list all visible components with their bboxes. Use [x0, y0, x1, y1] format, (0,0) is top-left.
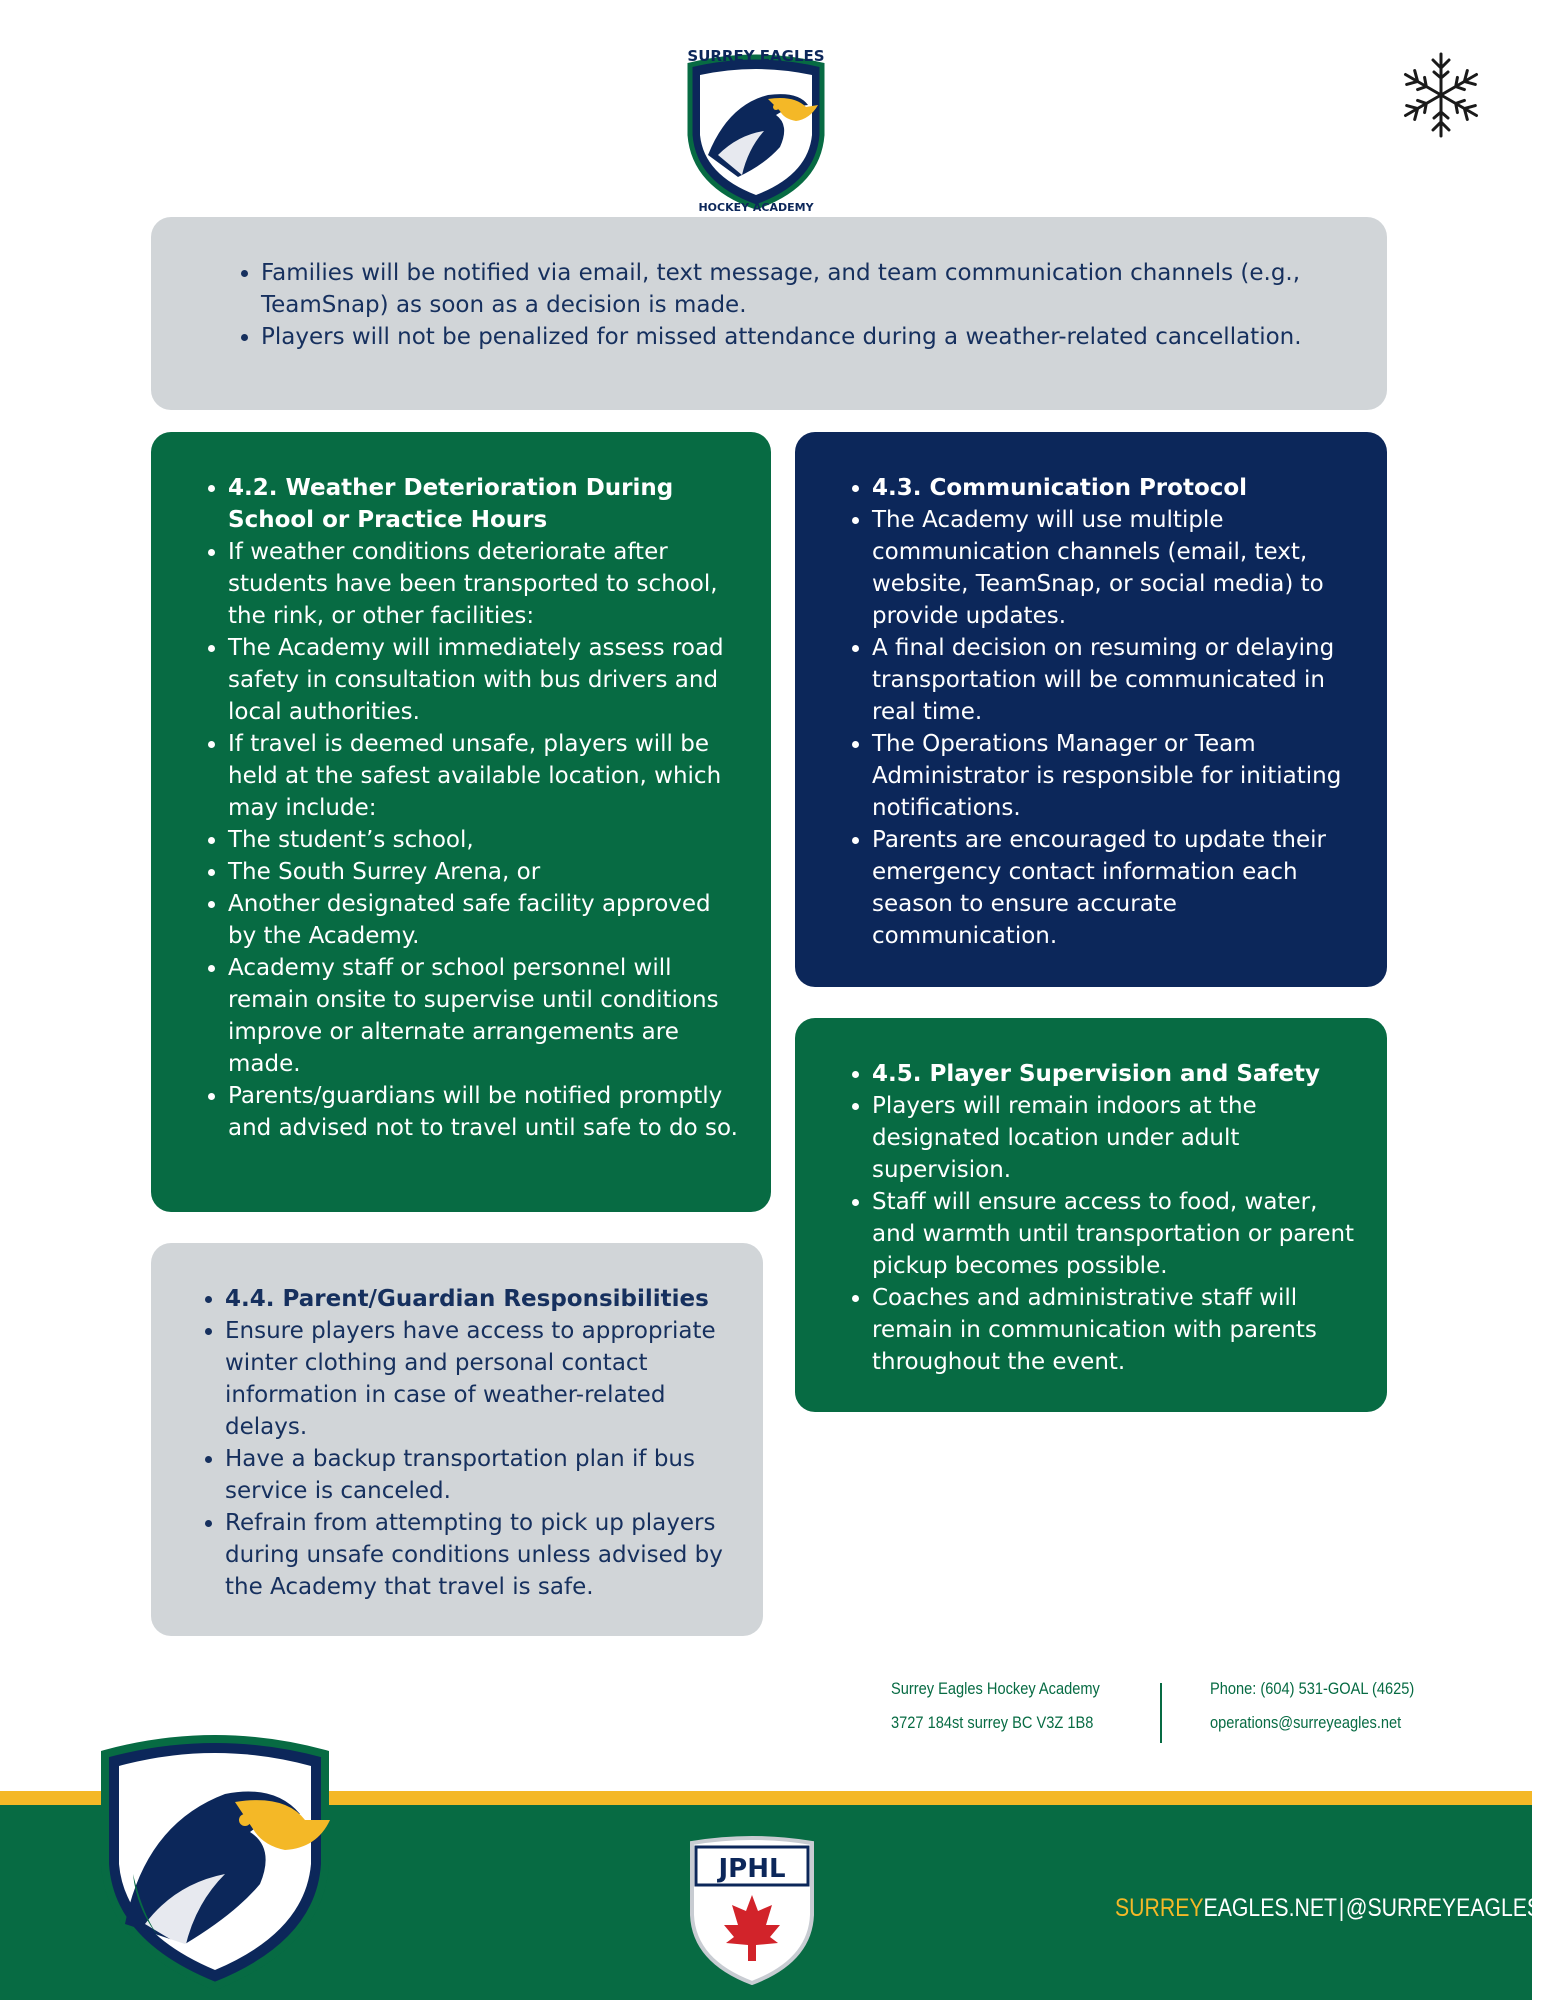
footer-website-social — [1115, 1894, 1541, 1923]
section-player-supervision — [795, 1018, 1387, 1412]
org-name: Surrey Eagles Hockey Academy — [891, 1679, 1100, 1698]
contact-phone-block — [1210, 1672, 1414, 1740]
snowflake-icon — [1394, 48, 1488, 142]
section-heading: • 4.5. Player Supervision and Safety — [872, 1058, 1367, 1090]
list-item: • Families will be notified via email, text message, and team communication channels (e.g., TeamSnap) as soon as a decision is made. — [261, 257, 1317, 321]
list-item: • Players will remain indoors at the designated location under adult supervision. — [872, 1090, 1367, 1186]
section-heading: • 4.4. Parent/Guardian Responsibilities — [225, 1283, 733, 1315]
list-item: • Another designated safe facility approved by the Academy. — [228, 888, 741, 952]
list-item: • Academy staff or school personnel will remain onsite to supervise until conditions improve or alternate arrangements are made. — [228, 952, 741, 1080]
list-item: • If weather conditions deteriorate after students have been transported to school, the rink, or other facilities: — [228, 536, 741, 632]
jphl-league-logo — [682, 1833, 822, 1985]
list-item: • The Academy will use multiple communication channels (email, text, website, TeamSnap, or social media) to provide updates. — [872, 504, 1357, 632]
list-item: • Ensure players have access to appropriate winter clothing and personal contact information in case of weather-related delays. — [225, 1315, 733, 1443]
section-heading: • 4.2. Weather Deterioration During School or Practice Hours — [228, 472, 741, 536]
list-item: • The Academy will immediately assess road safety in consultation with bus drivers and local authorities. — [228, 632, 741, 728]
section-communication-protocol — [795, 432, 1387, 987]
list-item: • Coaches and administrative staff will remain in communication with parents throughout the event. — [872, 1282, 1367, 1378]
section-weather-deterioration — [151, 432, 771, 1212]
logo-top-text: SURREY EAGLES — [687, 47, 825, 65]
phone-number[interactable]: Phone: (604) 531-GOAL (4625) — [1210, 1679, 1415, 1698]
list-item: • A final decision on resuming or delaying transportation will be communicated in real time. — [872, 632, 1357, 728]
contact-divider — [1160, 1683, 1162, 1743]
org-address: 3727 184st surrey BC V3Z 1B8 — [891, 1713, 1094, 1732]
logo-bottom-text: HOCKEY ACADEMY — [698, 201, 814, 214]
footer-separator: | — [1338, 1894, 1345, 1922]
list-item: • If travel is deemed unsafe, players will be held at the safest available location, which may include: — [228, 728, 741, 824]
list-item: • The South Surrey Arena, or — [228, 856, 741, 888]
list-item: • Staff will ensure access to food, water, and warmth until transportation or parent pickup becomes possible. — [872, 1186, 1367, 1282]
email-link[interactable]: operations@surreyeagles.net — [1210, 1713, 1402, 1732]
website-rest[interactable]: EAGLES.NET — [1203, 1894, 1338, 1922]
surrey-eagles-academy-logo — [668, 35, 844, 215]
eagle-logo — [85, 1724, 345, 1990]
list-item: • The Operations Manager or Team Administrator is responsible for initiating notifications. — [872, 728, 1357, 824]
contact-address-block — [891, 1672, 1100, 1740]
section-parent-responsibilities — [151, 1243, 763, 1636]
list-item: • The student’s school, — [228, 824, 741, 856]
section-heading: • 4.3. Communication Protocol — [872, 472, 1357, 504]
list-item: • Parents/guardians will be notified promptly and advised not to travel until safe to do so. — [228, 1080, 741, 1144]
jphl-text: JPHL — [718, 1854, 786, 1884]
notification-box — [151, 217, 1387, 410]
list-item: • Players will not be penalized for missed attendance during a weather-related cancellation. — [261, 321, 1317, 353]
list-item: • Parents are encouraged to update their emergency contact information each season to ensure accurate communication. — [872, 824, 1357, 952]
website-accent[interactable]: SURREY — [1115, 1894, 1204, 1922]
list-item: • Have a backup transportation plan if bus service is canceled. — [225, 1443, 733, 1507]
social-handle[interactable]: @SURREYEAGLES — [1345, 1894, 1542, 1922]
list-item: • Refrain from attempting to pick up players during unsafe conditions unless advised by the Academy that travel is safe. — [225, 1507, 733, 1603]
